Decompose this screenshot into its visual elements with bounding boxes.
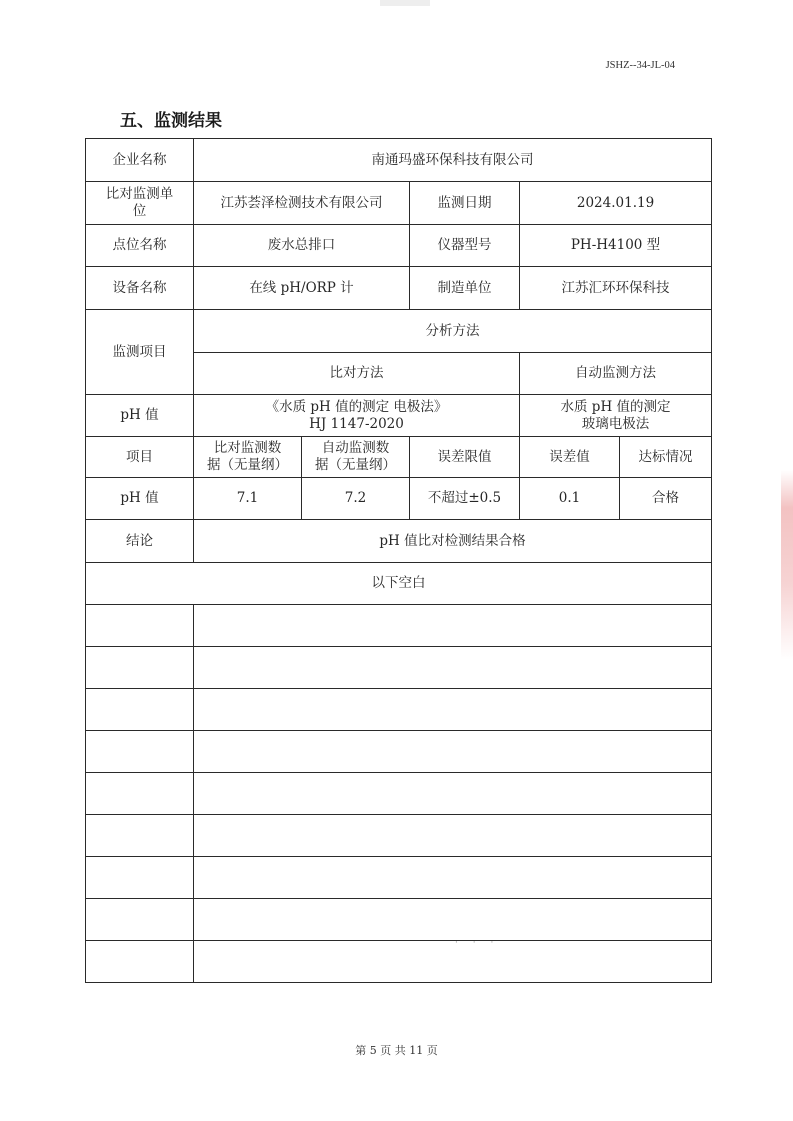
col-limit-header: 误差限值 [410, 437, 520, 478]
table-row [86, 731, 712, 773]
item-label: 监测项目 [86, 310, 194, 395]
table-row [86, 310, 712, 353]
col-item-header: 项目 [86, 437, 194, 478]
table-row [86, 941, 712, 983]
instrument-model-label: 仪器型号 [410, 225, 520, 267]
table-row [86, 647, 712, 689]
table-row [86, 563, 712, 605]
conclusion-label: 结论 [86, 520, 194, 563]
result-limit-value: 不超过±0.5 [410, 478, 520, 520]
table-row [86, 267, 712, 310]
instrument-model-value: PH-H4100 型 [520, 225, 712, 267]
table-row [86, 689, 712, 731]
compare-method-cell [194, 395, 520, 437]
table-row [86, 520, 712, 563]
col-compare-data-header: 比对监测数 据（无量纲） [194, 437, 302, 478]
document-code: JSHZ--34-JL-04 [605, 60, 675, 71]
col-error-header: 误差值 [520, 437, 620, 478]
monitor-date-label: 监测日期 [410, 182, 520, 225]
table-row [86, 139, 712, 182]
manufacturer-value: 江苏汇环环保科技 [520, 267, 712, 310]
table-row [86, 605, 712, 647]
page-number: 第 5 页 共 11 页 [355, 1044, 438, 1057]
compare-unit-label: 比对监测单位 [86, 182, 194, 225]
section-title: 五、监测结果 [120, 111, 222, 131]
scan-specks: · · · [455, 938, 500, 948]
result-item: pH 值 [86, 478, 194, 520]
table-row [86, 815, 712, 857]
table-row [86, 773, 712, 815]
table-row [86, 395, 712, 437]
monitoring-results-table [85, 138, 712, 983]
manufacturer-label: 制造单位 [410, 267, 520, 310]
conclusion-value: pH 值比对检测结果合格 [194, 520, 712, 563]
point-label: 点位名称 [86, 225, 194, 267]
table-row [86, 857, 712, 899]
col-status-header: 达标情况 [620, 437, 712, 478]
device-value: 在线 pH/ORP 计 [194, 267, 410, 310]
result-auto-value: 7.2 [302, 478, 410, 520]
result-compare-value: 7.1 [194, 478, 302, 520]
result-status-value: 合格 [620, 478, 712, 520]
company-label: 企业名称 [86, 139, 194, 182]
auto-method-cell [520, 395, 712, 437]
compare-method-header: 比对方法 [194, 353, 520, 395]
auto-method-header: 自动监测方法 [520, 353, 712, 395]
device-label: 设备名称 [86, 267, 194, 310]
ph-label: pH 值 [86, 395, 194, 437]
point-value: 废水总排口 [194, 225, 410, 267]
monitor-date-value: 2024.01.19 [520, 182, 712, 225]
table-row [86, 478, 712, 520]
auto-method-name: 水质 pH 值的测定 [560, 398, 671, 415]
compare-method-name: 《水质 pH 值的测定 电极法》 [265, 398, 448, 415]
table-row [86, 899, 712, 941]
table-row [86, 225, 712, 267]
compare-method-standard: HJ 1147-2020 [309, 415, 404, 432]
edge-seal-fragment [781, 470, 793, 660]
compare-unit-value: 江苏荟泽检测技术有限公司 [194, 182, 410, 225]
company-value: 南通玛盛环保科技有限公司 [194, 139, 712, 182]
auto-method-type: 玻璃电极法 [581, 415, 650, 432]
method-header: 分析方法 [194, 310, 712, 353]
result-error-value: 0.1 [520, 478, 620, 520]
blank-note: 以下空白 [86, 563, 712, 605]
table-row [86, 182, 712, 225]
scan-artifact [380, 0, 430, 6]
col-auto-data-header: 自动监测数 据（无量纲） [302, 437, 410, 478]
table-row [86, 437, 712, 478]
